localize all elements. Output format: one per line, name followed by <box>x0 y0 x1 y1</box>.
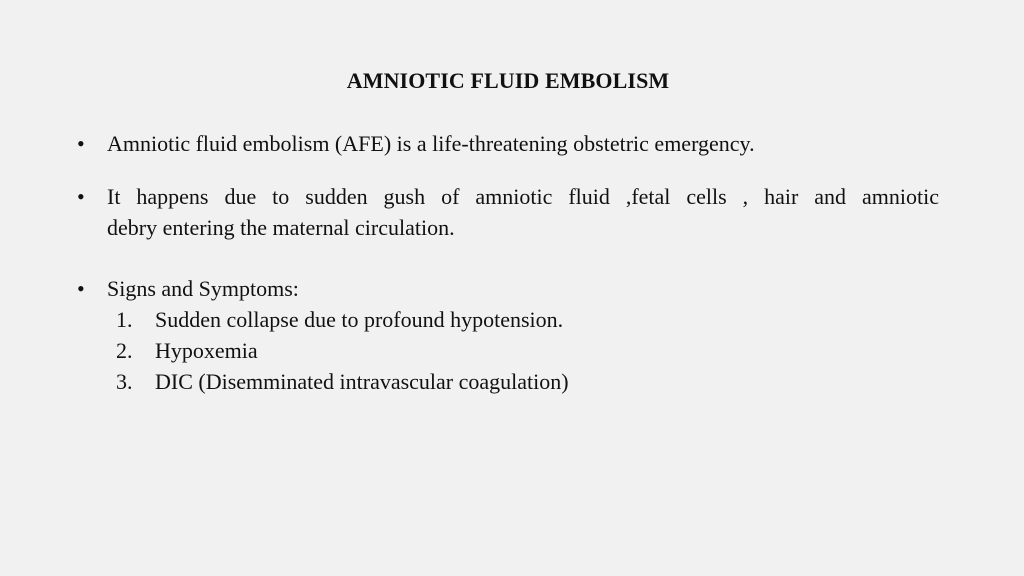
slide-title: AMNIOTIC FLUID EMBOLISM <box>346 68 670 93</box>
bullet-item <box>77 181 939 243</box>
symptom-item <box>107 366 939 397</box>
symptom-number: 1. <box>116 307 133 332</box>
bullet-text <box>107 181 939 243</box>
bullet-icon: • <box>77 276 85 301</box>
bullet-icon: • <box>77 131 85 156</box>
bullet-icon: • <box>77 184 85 209</box>
bullet-list <box>77 128 939 397</box>
bullet-text-line: It happens due to sudden gush of amniotic fluid ,fetal cells , hair and amniotic <box>107 184 939 209</box>
symptom-number: 3. <box>116 369 133 394</box>
symptom-list <box>107 304 939 397</box>
symptom-text: Hypoxemia <box>155 338 258 363</box>
symptom-item <box>107 335 939 366</box>
symptom-number: 2. <box>116 338 133 363</box>
symptom-text: DIC (Disemminated intravascular coagulation) <box>155 369 569 394</box>
bullet-item <box>77 273 939 397</box>
bullet-item <box>77 128 939 159</box>
symptom-item <box>107 304 939 335</box>
symptom-text: Sudden collapse due to profound hypotension. <box>155 307 564 332</box>
bullet-text: Amniotic fluid embolism (AFE) is a life-threatening obstetric emergency. <box>107 131 755 156</box>
bullet-text-line: debry entering the maternal circulation. <box>107 215 455 240</box>
bullet-text: Signs and Symptoms: <box>107 276 299 301</box>
